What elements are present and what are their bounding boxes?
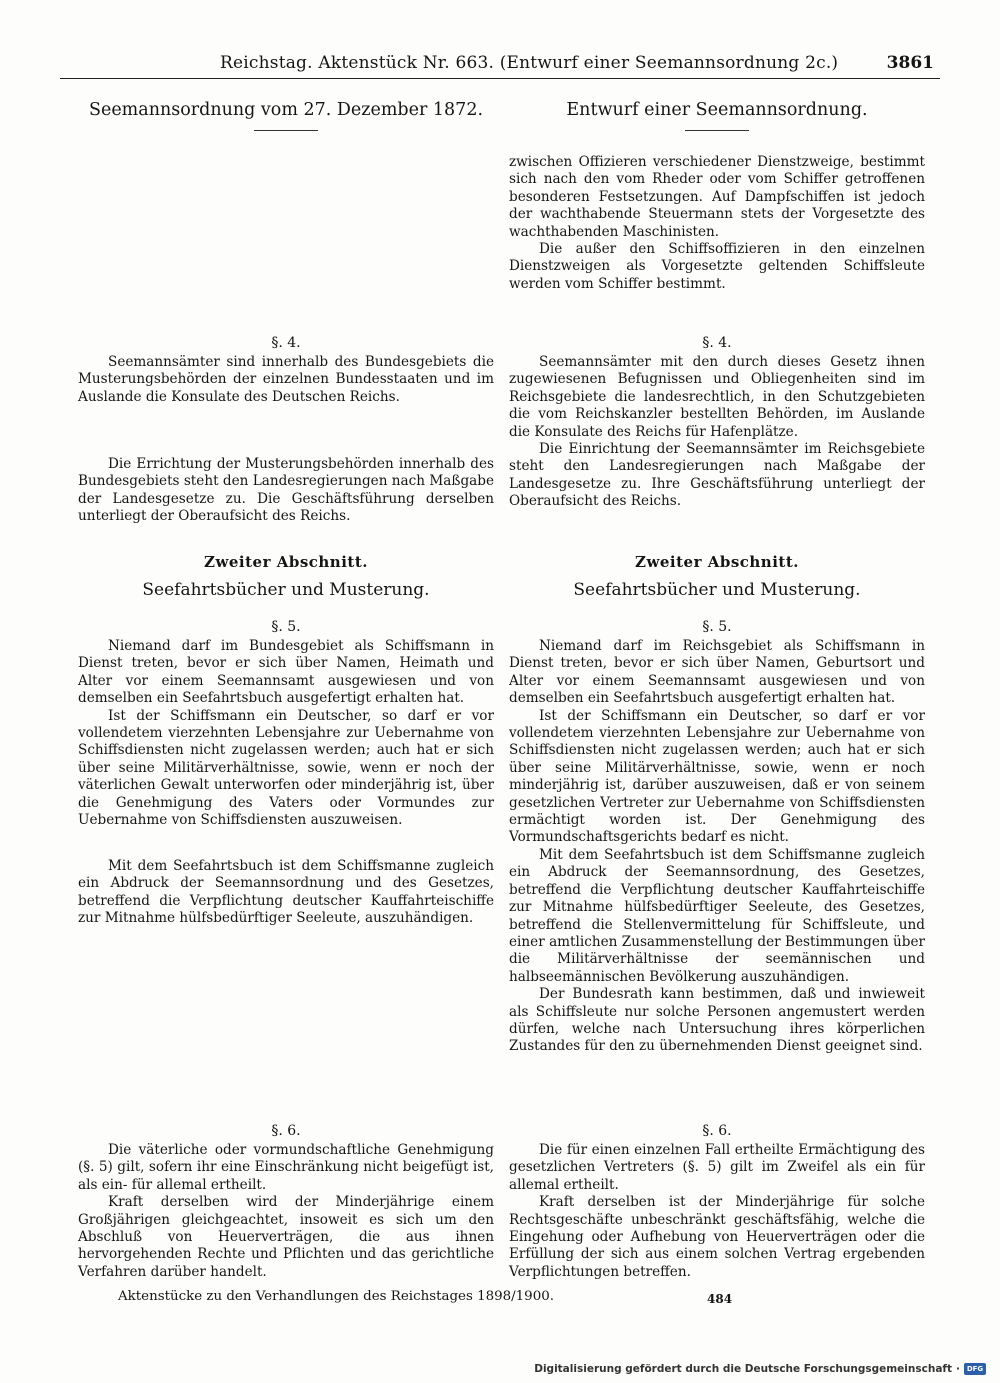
right-section-5 [509, 618, 925, 1056]
right-column [509, 92, 925, 1322]
paragraph: Ist der Schiffsmann ein Deutscher, so darf er vor vollendetem vierzehnten Lebensjahre zur Uebernahme von Schiffsdiensten nicht zugelassen werden; auch hat er sich über seine Militärverhältnisse, sowie, wenn er noch minderjährig ist, darüber auszuweisen, daß er von seinem gesetzlichen Vertreter zur Uebernahme von Schiffsdiensten ermächtigt worden ist. Der Genehmigung des Vormundschaftsgerichts bedarf es nicht. [509, 707, 925, 846]
left-abschnitt [78, 552, 494, 602]
paragraph: Die Errichtung der Musterungsbehörden innerhalb des Bundesgebiets steht den Landesregierungen nach Maßgabe der Landesgesetze zu. Die Geschäftsführung derselben unterliegt der Oberaufsicht des Reichs. [78, 456, 494, 525]
right-continuation [509, 154, 925, 293]
chapter-subtitle: Seefahrtsbücher und Musterung. [142, 580, 430, 600]
left-column-title: Seemannsordnung vom 27. Dezember 1872. [88, 100, 484, 120]
running-title: Reichstag. Aktenstück Nr. 663. (Entwurf einer Seemannsordnung 2c.) [220, 53, 839, 73]
section-heading: §. 6. [702, 1123, 732, 1139]
section-heading: §. 4. [702, 335, 732, 351]
digitization-credit: Digitalisierung gefördert durch die Deutsche Forschungsgemeinschaft · DFG [534, 1363, 986, 1375]
paragraph: Der Bundesrath kann bestimmen, daß und inwieweit als Schiffsleute nur solche Personen angemustert werden dürfen, welche nach Untersuchung ihres körperlichen Zustandes für den zu übernehmenden Dienst geeignet sind. [509, 986, 925, 1055]
right-section-4 [509, 334, 925, 511]
page-number: 3861 [886, 53, 934, 73]
paragraph: Die Einrichtung der Seemannsämter im Reichsgebiete steht den Landesregierungen nach Maßgabe der Landesgesetze zu. Ihre Geschäftsführung unterliegt der Oberaufsicht des Reichs. [509, 441, 925, 510]
paragraph: Die für einen einzelnen Fall ertheilte Ermächtigung des gesetzlichen Vertreters (§. 5) gilt im Zweifel als ein für allemal ertheilt. [509, 1142, 925, 1193]
left-section-5-para-3 [78, 858, 494, 928]
left-title-block [78, 98, 494, 131]
paragraph: Kraft derselben ist der Minderjährige für solche Rechtsgeschäfte unbeschränkt geschäftsfähig, welche die Eingehung oder Aufhebung von Heuerverträgen oder die Erfüllung der sich aus einem solchen Vertrag ergebenden Verpflichtungen betreffen. [509, 1194, 925, 1280]
right-column-title: Entwurf einer Seemannsordnung. [566, 100, 868, 120]
section-heading: §. 5. [702, 619, 732, 635]
title-rule [254, 130, 318, 131]
chapter-heading: Zweiter Abschnitt. [204, 553, 368, 571]
credit-text: Digitalisierung gefördert durch die Deutsche Forschungsgemeinschaft [534, 1363, 952, 1375]
footer-source: Aktenstücke zu den Verhandlungen des Reichstages 1898/1900. [118, 1289, 554, 1304]
paragraph: Die väterliche oder vormundschaftliche Genehmigung (§. 5) gilt, sofern ihr eine Einschränkung nicht beigefügt ist, als ein- für allemal ertheilt. [78, 1142, 494, 1193]
paragraph: Ist der Schiffsmann ein Deutscher, so darf er vor vollendetem vierzehnten Lebensjahre zur Uebernahme von Schiffsdiensten nicht zugelassen werden; auch hat er sich über seine Militärverhältnisse, sowie, wenn er noch der väterlichen Gewalt unterworfen oder minderjährig ist, über die Genehmigung des Vaters oder Vormundes zur Uebernahme von Schiffsdiensten auszuweisen. [78, 707, 494, 829]
section-heading: §. 4. [271, 335, 301, 351]
paragraph: Seemannsämter sind innerhalb des Bundesgebiets die Musterungsbehörden der einzelnen Bundesstaaten und im Auslande die Konsulate des Deutschen Reichs. [78, 354, 494, 405]
right-title-block [509, 98, 925, 131]
paragraph: Mit dem Seefahrtsbuch ist dem Schiffsmanne zugleich ein Abdruck der Seemannsordnung und des Gesetzes, betreffend die Verpflichtung deutscher Kauffahrteischiffe zur Mitnahme hülfsbedürftiger Seeleute, auszuhändigen. [78, 858, 494, 927]
chapter-subtitle: Seefahrtsbücher und Musterung. [573, 580, 861, 600]
paragraph: Mit dem Seefahrtsbuch ist dem Schiffsmanne zugleich ein Abdruck der Seemannsordnung, des Gesetzes, betreffend die Verpflichtung deutscher Kauffahrteischiffe zur Mitnahme hülfsbedürftiger Seeleute, des Gesetzes, betreffend die Stellenvermittelung für Schiffsleute, und einer amtlichen Zusammenstellung der Bestimmungen über die Militärverhältnisse der seemännischen und halbseemännischen Bevölkerung auszuhändigen. [509, 846, 925, 985]
paragraph: Seemannsämter mit den durch dieses Gesetz ihnen zugewiesenen Befugnissen und Obliegenheiten sind im Reichsgebiete die landesrechtlich, in den Schutzgebieten die vom Reichskanzler bestellten Behörden, im Auslande die Konsulate des Reichs für Hafenplätze. [509, 354, 925, 440]
left-column [78, 92, 494, 1322]
title-rule [685, 130, 749, 131]
section-heading: §. 6. [271, 1123, 301, 1139]
left-section-4 [78, 334, 494, 406]
left-section-5 [78, 618, 494, 829]
dfg-logo-icon: DFG [964, 1363, 986, 1375]
right-section-6 [509, 1122, 925, 1281]
paragraph: zwischen Offizieren verschiedener Dienstzweige, bestimmt sich nach den vom Rheder oder vom Schiffer getroffenen besonderen Festsetzungen. Auf Dampfschiffen ist jedoch der wachthabende Steuermann stets der Vorgesetzte des wachthabenden Maschinisten. [509, 154, 925, 240]
left-section-6 [78, 1122, 494, 1281]
left-section-4-para-2 [78, 456, 494, 526]
paragraph: Niemand darf im Bundesgebiet als Schiffsmann in Dienst treten, bevor er sich über Namen, Heimath und Alter vor einem Seemannsamt ausgewiesen und von demselben ein Seefahrtsbuch ausgefertigt erhalten hat. [78, 638, 494, 707]
paragraph: Niemand darf im Reichsgebiet als Schiffsmann in Dienst treten, bevor er sich über Namen, Geburtsort und Alter vor einem Seemannsamt ausgewiesen und von demselben ein Seefahrtsbuch ausgefertigt erhalten hat. [509, 638, 925, 707]
paragraph: Kraft derselben wird der Minderjährige einem Großjährigen gleichgeachtet, insoweit es sich um den Abschluß von Heuerverträgen, die aus ihnen hervorgehenden Rechte und Pflichten und das gerichtliche Verfahren darüber handelt. [78, 1194, 494, 1280]
running-header [60, 52, 940, 79]
section-heading: §. 5. [271, 619, 301, 635]
paragraph: Die außer den Schiffsoffizieren in den einzelnen Dienstzweigen als Vorgesetzte geltenden Schiffsleute werden vom Schiffer bestimmt. [509, 241, 925, 292]
right-abschnitt [509, 552, 925, 602]
chapter-heading: Zweiter Abschnitt. [635, 553, 799, 571]
sheet-signature: 484 [707, 1292, 733, 1306]
